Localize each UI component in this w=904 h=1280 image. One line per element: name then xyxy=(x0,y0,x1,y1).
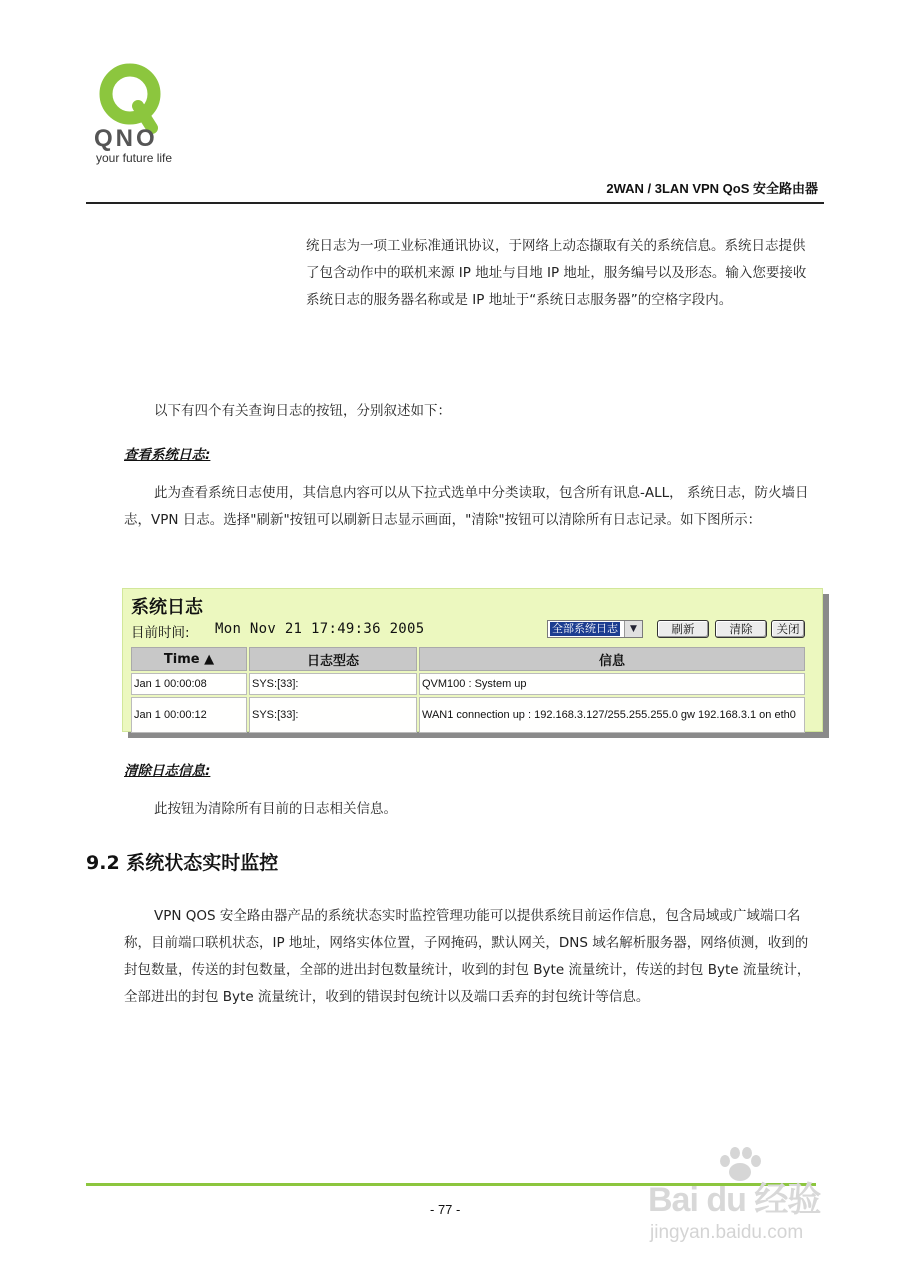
clear-button[interactable]: 清除 xyxy=(715,620,767,638)
row-time: Jan 1 00:00:08 xyxy=(131,673,247,695)
clear-log-description: 此按钮为清除所有目前的日志相关信息。 xyxy=(154,801,397,817)
column-time[interactable]: Time ▲ xyxy=(131,647,247,671)
view-log-description: 此为查看系统日志使用，其信息内容可以从下拉式选单中分类读取，包含所有讯息-ALL， 系统日志，防火墙日志，VPN 日志。选择"刷新"按钮可以刷新日志显示画面，"清除"按钮可以清除所有日志记录。如下图所示： xyxy=(124,485,809,528)
watermark-url: jingyan.baidu.com xyxy=(650,1222,804,1243)
log-type-selected: 全部系统日志 xyxy=(552,622,618,635)
row-info: WAN1 connection up : 192.168.3.127/255.255.255.0 gw 192.168.3.1 on eth0 xyxy=(419,697,805,733)
clear-log-heading: 清除日志信息: xyxy=(124,763,211,779)
table-row xyxy=(131,673,805,695)
section-title: 9.2 系统状态实时监控 xyxy=(86,852,279,874)
row-info: QVM100 : System up xyxy=(419,673,805,695)
close-button[interactable]: 关闭 xyxy=(771,620,805,638)
view-log-heading: 查看系统日志: xyxy=(124,447,211,463)
column-info: 信息 xyxy=(419,647,805,671)
system-log-panel xyxy=(122,588,823,732)
refresh-button[interactable]: 刷新 xyxy=(657,620,709,638)
log-type-select[interactable] xyxy=(547,620,643,638)
current-time-value: Mon Nov 21 17:49:36 2005 xyxy=(215,621,425,637)
buttons-intro: 以下有四个有关查询日志的按钮，分别叙述如下： xyxy=(154,403,451,419)
page-number: - 77 - xyxy=(430,1202,461,1217)
logo-text: QNO xyxy=(94,125,158,152)
status-monitor-description: VPN QOS 安全路由器产品的系统状态实时监控管理功能可以提供系统目前运作信息，包含局域或广域端口名称，目前端口联机状态，IP 地址，网络实体位置，子网掩码，默认网关，DNS 域名解析服务器，网络侦测，收到的封包数量，传送的封包数量，全部的进出封包数量统计，收到的封包 Byte 流量统计，传送的封包 Byte 流量统计，全部进出的封包 Byte 流量统计，收到的错误封包统计以及端口丢弃的封包统计等信息。 xyxy=(124,908,811,1005)
watermark-brand: Bai du 经验 xyxy=(648,1181,821,1219)
column-type: 日志型态 xyxy=(249,647,417,671)
syslog-description: 统日志为一项工业标准通讯协议，于网络上动态撷取有关的系统信息。系统日志提供了包含动作中的联机来源 IP 地址与目地 IP 地址，服务编号以及形态。输入您要接收系统日志的服务器名称或是 IP 地址于“系统日志服务器”的空格字段内。 xyxy=(306,238,807,308)
logo-tagline: your future life xyxy=(96,151,173,165)
row-type: SYS:[33]: xyxy=(249,697,417,733)
table-row xyxy=(131,697,805,733)
row-time: Jan 1 00:00:12 xyxy=(131,697,247,733)
panel-title: 系统日志 xyxy=(131,597,203,618)
current-time-label: 目前时间: xyxy=(131,625,190,641)
log-table xyxy=(129,645,807,735)
chevron-down-icon[interactable]: ▼ xyxy=(624,621,642,637)
row-type: SYS:[33]: xyxy=(249,673,417,695)
header-divider xyxy=(86,202,824,204)
document-title: 2WAN / 3LAN VPN QoS 安全路由器 xyxy=(606,181,818,196)
